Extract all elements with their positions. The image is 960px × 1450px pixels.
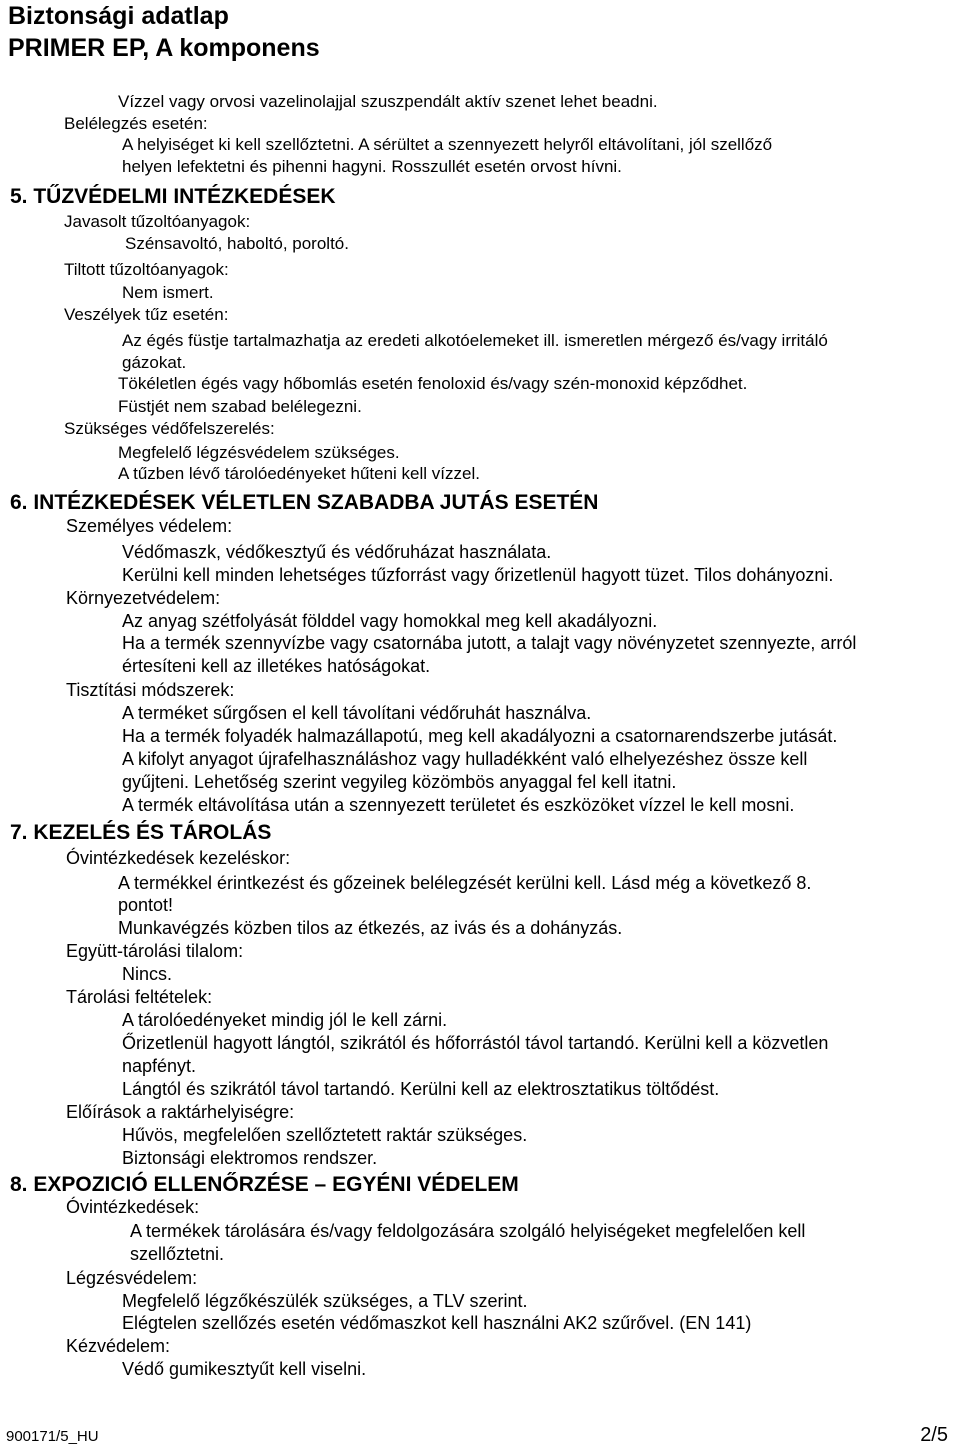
first-aid-line: Vízzel vagy orvosi vazelinolajjal szuszpendált aktív szenet lehet beadni. bbox=[118, 92, 658, 111]
protective-equipment-text: Megfelelő légzésvédelem szükséges. bbox=[118, 443, 400, 462]
section-7-heading: 7. KEZELÉS ÉS TÁROLÁS bbox=[10, 821, 272, 844]
section-8-heading: 8. EXPOZICIÓ ELLENŐRZÉSE – EGYÉNI VÉDELEM bbox=[10, 1173, 519, 1196]
inhalation-text: A helyiséget ki kell szellőztetni. A sérültet a szennyezett helyről eltávolítani, jól szellőző bbox=[122, 135, 773, 154]
cleaning-methods-text: gyűjteni. Lehetőség szerint vegyileg közömbös anyaggal fel kell itatni. bbox=[122, 772, 677, 792]
warehouse-rules-text: Hűvös, megfelelően szellőztetett raktár szükséges. bbox=[122, 1125, 528, 1145]
cleaning-methods-text: A terméket sűrgősen el kell távolítani védőruhát használva. bbox=[122, 703, 592, 723]
precautions-text: szellőztetni. bbox=[130, 1244, 225, 1264]
fire-hazards-text: gázokat. bbox=[122, 353, 187, 372]
handling-precautions-text: A termékkel érintkezést és gőzeinek belélegzését kerülni kell. Lásd még a következő 8. bbox=[118, 873, 812, 893]
precautions-label: Óvintézkedések: bbox=[66, 1197, 200, 1217]
co-storage-value: Nincs. bbox=[122, 964, 173, 984]
forbidden-extinguishers-value: Nem ismert. bbox=[122, 283, 214, 302]
page-number: 2/5 bbox=[920, 1424, 948, 1446]
document-header bbox=[8, 0, 320, 64]
respiratory-protection-label: Légzésvédelem: bbox=[66, 1268, 198, 1288]
protective-equipment-label: Szükséges védőfelszerelés: bbox=[64, 419, 275, 438]
cleaning-methods-text: A termék eltávolítása után a szennyezett területet és eszközöket vízzel le kell mosni. bbox=[122, 795, 795, 815]
section-6-heading: 6. INTÉZKEDÉSEK VÉLETLEN SZABADBA JUTÁS ESETÉN bbox=[10, 491, 599, 514]
recommended-extinguishers-label: Javasolt tűzoltóanyagok: bbox=[64, 212, 251, 231]
cleaning-methods-text: A kifolyt anyagot újrafelhasználáshoz vagy hulladékként való elhelyezéshez össze kell bbox=[122, 749, 808, 769]
handling-precautions-text: pontot! bbox=[118, 895, 174, 915]
storage-conditions-text: napfényt. bbox=[122, 1056, 197, 1076]
protective-equipment-text: A tűzben lévő tárolóedényeket hűteni kell vízzel. bbox=[118, 464, 480, 483]
personal-protection-text: Kerülni kell minden lehetséges tűzforrást vagy őrizetlenül hagyott tüzet. Tilos dohányozni. bbox=[122, 565, 834, 585]
product-name: PRIMER EP, A komponens bbox=[8, 34, 320, 62]
handling-precautions-label: Óvintézkedések kezeléskor: bbox=[66, 848, 291, 868]
environmental-protection-text: Az anyag szétfolyását földdel vagy homokkal meg kell akadályozni. bbox=[122, 611, 658, 631]
forbidden-extinguishers-label: Tiltott tűzoltóanyagok: bbox=[64, 260, 229, 279]
storage-conditions-text: A tárolóedényeket mindig jól le kell zárni. bbox=[122, 1010, 448, 1030]
personal-protection-text: Védőmaszk, védőkesztyű és védőruházat használata. bbox=[122, 542, 552, 562]
environmental-protection-text: értesíteni kell az illetékes hatóságokat. bbox=[122, 656, 431, 676]
cleaning-methods-label: Tisztítási módszerek: bbox=[66, 680, 235, 700]
fire-hazards-text: Füstjét nem szabad belélegezni. bbox=[118, 397, 362, 416]
inhalation-label: Belélegzés esetén: bbox=[64, 114, 208, 133]
fire-hazards-label: Veszélyek tűz esetén: bbox=[64, 305, 229, 324]
document-title: Biztonsági adatlap bbox=[8, 2, 229, 30]
environmental-protection-label: Környezetvédelem: bbox=[66, 588, 221, 608]
section-5-heading: 5. TŰZVÉDELMI INTÉZKEDÉSEK bbox=[10, 185, 336, 208]
environmental-protection-text: Ha a termék szennyvízbe vagy csatornába jutott, a talajt vagy növényzetet szennyezte, arról bbox=[122, 633, 857, 653]
handling-precautions-text: Munkavégzés közben tilos az étkezés, az ivás és a dohányzás. bbox=[118, 918, 623, 938]
storage-conditions-text: Lángtól és szikrától távol tartandó. Kerülni kell az elektrosztatikus töltődést. bbox=[122, 1079, 720, 1099]
fire-hazards-text: Tökéletlen égés vagy hőbomlás esetén fenoloxid és/vagy szén-monoxid képződhet. bbox=[118, 374, 748, 393]
hand-protection-text: Védő gumikesztyűt kell viselni. bbox=[122, 1359, 367, 1379]
co-storage-label: Együtt-tárolási tilalom: bbox=[66, 941, 244, 961]
document-code: 900171/5_HU bbox=[6, 1428, 99, 1445]
warehouse-rules-text: Biztonsági elektromos rendszer. bbox=[122, 1148, 378, 1168]
inhalation-text: helyen lefektetni és pihenni hagyni. Rosszullét esetén orvost hívni. bbox=[122, 157, 622, 176]
respiratory-protection-text: Megfelelő légzőkészülék szükséges, a TLV szerint. bbox=[122, 1291, 528, 1311]
cleaning-methods-text: Ha a termék folyadék halmazállapotú, meg kell akadályozni a csatornarendszerbe jutását. bbox=[122, 726, 838, 746]
warehouse-rules-label: Előírások a raktárhelyiségre: bbox=[66, 1102, 295, 1122]
respiratory-protection-text: Elégtelen szellőzés esetén védőmaszkot kell használni AK2 szűrővel. (EN 141) bbox=[122, 1313, 752, 1333]
storage-conditions-text: Őrizetlenül hagyott lángtól, szikrától és hőforrástól távol tartandó. Kerülni kell a közvetlen bbox=[122, 1033, 829, 1053]
recommended-extinguishers-value: Szénsavoltó, haboltó, poroltó. bbox=[125, 234, 349, 253]
personal-protection-label: Személyes védelem: bbox=[66, 516, 233, 536]
precautions-text: A termékek tárolására és/vagy feldolgozására szolgáló helyiségeket megfelelően kell bbox=[130, 1221, 806, 1241]
fire-hazards-text: Az égés füstje tartalmazhatja az eredeti alkotóelemeket ill. ismeretlen mérgező és/vagy irritáló bbox=[122, 331, 828, 350]
hand-protection-label: Kézvédelem: bbox=[66, 1336, 171, 1356]
storage-conditions-label: Tárolási feltételek: bbox=[66, 987, 213, 1007]
